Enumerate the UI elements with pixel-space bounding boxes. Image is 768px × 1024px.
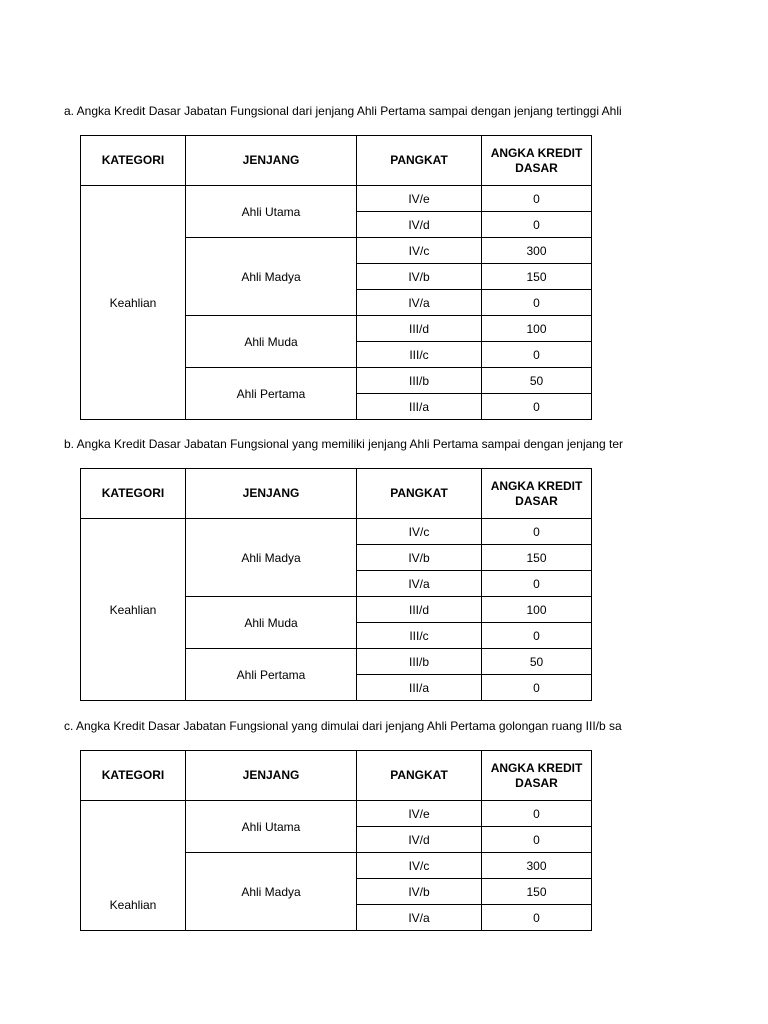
header-angka-line2: DASAR bbox=[515, 775, 558, 790]
pangkat-cell: IV/c bbox=[357, 519, 482, 545]
pangkat-cell: IV/c bbox=[357, 238, 482, 264]
jenjang-cell: Ahli Pertama bbox=[186, 368, 357, 420]
angka-cell: 0 bbox=[482, 827, 592, 853]
jenjang-cell: Ahli Utama bbox=[186, 186, 357, 238]
pangkat-cell: IV/a bbox=[357, 290, 482, 316]
angka-cell: 300 bbox=[482, 238, 592, 264]
jenjang-cell: Ahli Utama bbox=[186, 801, 357, 853]
angka-cell: 50 bbox=[482, 649, 592, 675]
pangkat-cell: III/c bbox=[357, 342, 482, 368]
header-pangkat: PANGKAT bbox=[357, 751, 482, 801]
angka-cell: 0 bbox=[482, 571, 592, 597]
pangkat-cell: IV/e bbox=[357, 801, 482, 827]
header-angka-line1: ANGKA KREDIT bbox=[490, 145, 583, 160]
header-kategori: KATEGORI bbox=[81, 136, 186, 186]
caption-a: a. Angka Kredit Dasar Jabatan Fungsional dari jenjang Ahli Pertama sampai dengan jenjang tertinggi Ahli bbox=[64, 104, 622, 118]
header-angka-line2: DASAR bbox=[515, 493, 558, 508]
angka-cell: 0 bbox=[482, 623, 592, 649]
angka-cell: 150 bbox=[482, 545, 592, 571]
jenjang-cell: Ahli Muda bbox=[186, 316, 357, 368]
angka-cell: 0 bbox=[482, 212, 592, 238]
angka-cell: 150 bbox=[482, 879, 592, 905]
pangkat-cell: IV/b bbox=[357, 545, 482, 571]
table-header-row bbox=[81, 136, 592, 186]
header-kategori: KATEGORI bbox=[81, 469, 186, 519]
pangkat-cell: III/a bbox=[357, 394, 482, 420]
pangkat-cell: III/d bbox=[357, 316, 482, 342]
angka-cell: 150 bbox=[482, 264, 592, 290]
header-pangkat: PANGKAT bbox=[357, 136, 482, 186]
pangkat-cell: IV/d bbox=[357, 212, 482, 238]
pangkat-cell: III/b bbox=[357, 368, 482, 394]
angka-cell: 300 bbox=[482, 853, 592, 879]
table-c bbox=[80, 750, 592, 931]
pangkat-cell: IV/b bbox=[357, 879, 482, 905]
angka-cell: 100 bbox=[482, 597, 592, 623]
angka-cell: 0 bbox=[482, 186, 592, 212]
kategori-cell: Keahlian bbox=[81, 519, 186, 701]
angka-cell: 0 bbox=[482, 675, 592, 701]
header-jenjang: JENJANG bbox=[186, 751, 357, 801]
angka-cell: 0 bbox=[482, 905, 592, 931]
header-angka-line1: ANGKA KREDIT bbox=[490, 760, 583, 775]
pangkat-cell: III/b bbox=[357, 649, 482, 675]
table-b bbox=[80, 468, 592, 701]
pangkat-cell: III/d bbox=[357, 597, 482, 623]
jenjang-cell: Ahli Pertama bbox=[186, 649, 357, 701]
caption-b: b. Angka Kredit Dasar Jabatan Fungsional yang memiliki jenjang Ahli Pertama sampai dengan jenjang ter bbox=[64, 437, 623, 451]
pangkat-cell: III/c bbox=[357, 623, 482, 649]
header-jenjang: JENJANG bbox=[186, 136, 357, 186]
angka-cell: 0 bbox=[482, 801, 592, 827]
header-kategori: KATEGORI bbox=[81, 751, 186, 801]
header-angka-line2: DASAR bbox=[515, 160, 558, 175]
header-angka-line1: ANGKA KREDIT bbox=[490, 478, 583, 493]
angka-cell: 0 bbox=[482, 519, 592, 545]
header-angka-kredit bbox=[482, 136, 592, 186]
jenjang-cell: Ahli Madya bbox=[186, 853, 357, 931]
pangkat-cell: III/a bbox=[357, 675, 482, 701]
caption-c: c. Angka Kredit Dasar Jabatan Fungsional yang dimulai dari jenjang Ahli Pertama golongan ruang III/b sa bbox=[64, 719, 622, 733]
angka-cell: 0 bbox=[482, 342, 592, 368]
table-row bbox=[81, 801, 592, 827]
jenjang-cell: Ahli Madya bbox=[186, 519, 357, 597]
table-row bbox=[81, 519, 592, 545]
kategori-cell: Keahlian bbox=[81, 801, 186, 931]
header-angka-kredit bbox=[482, 751, 592, 801]
angka-cell: 0 bbox=[482, 290, 592, 316]
angka-cell: 50 bbox=[482, 368, 592, 394]
table-a bbox=[80, 135, 592, 420]
pangkat-cell: IV/b bbox=[357, 264, 482, 290]
kategori-cell: Keahlian bbox=[81, 186, 186, 420]
table-row bbox=[81, 186, 592, 212]
header-pangkat: PANGKAT bbox=[357, 469, 482, 519]
table-header-row bbox=[81, 751, 592, 801]
header-angka-kredit bbox=[482, 469, 592, 519]
jenjang-cell: Ahli Madya bbox=[186, 238, 357, 316]
pangkat-cell: IV/e bbox=[357, 186, 482, 212]
pangkat-cell: IV/a bbox=[357, 571, 482, 597]
pangkat-cell: IV/a bbox=[357, 905, 482, 931]
header-jenjang: JENJANG bbox=[186, 469, 357, 519]
angka-cell: 100 bbox=[482, 316, 592, 342]
jenjang-cell: Ahli Muda bbox=[186, 597, 357, 649]
pangkat-cell: IV/d bbox=[357, 827, 482, 853]
angka-cell: 0 bbox=[482, 394, 592, 420]
table-header-row bbox=[81, 469, 592, 519]
pangkat-cell: IV/c bbox=[357, 853, 482, 879]
